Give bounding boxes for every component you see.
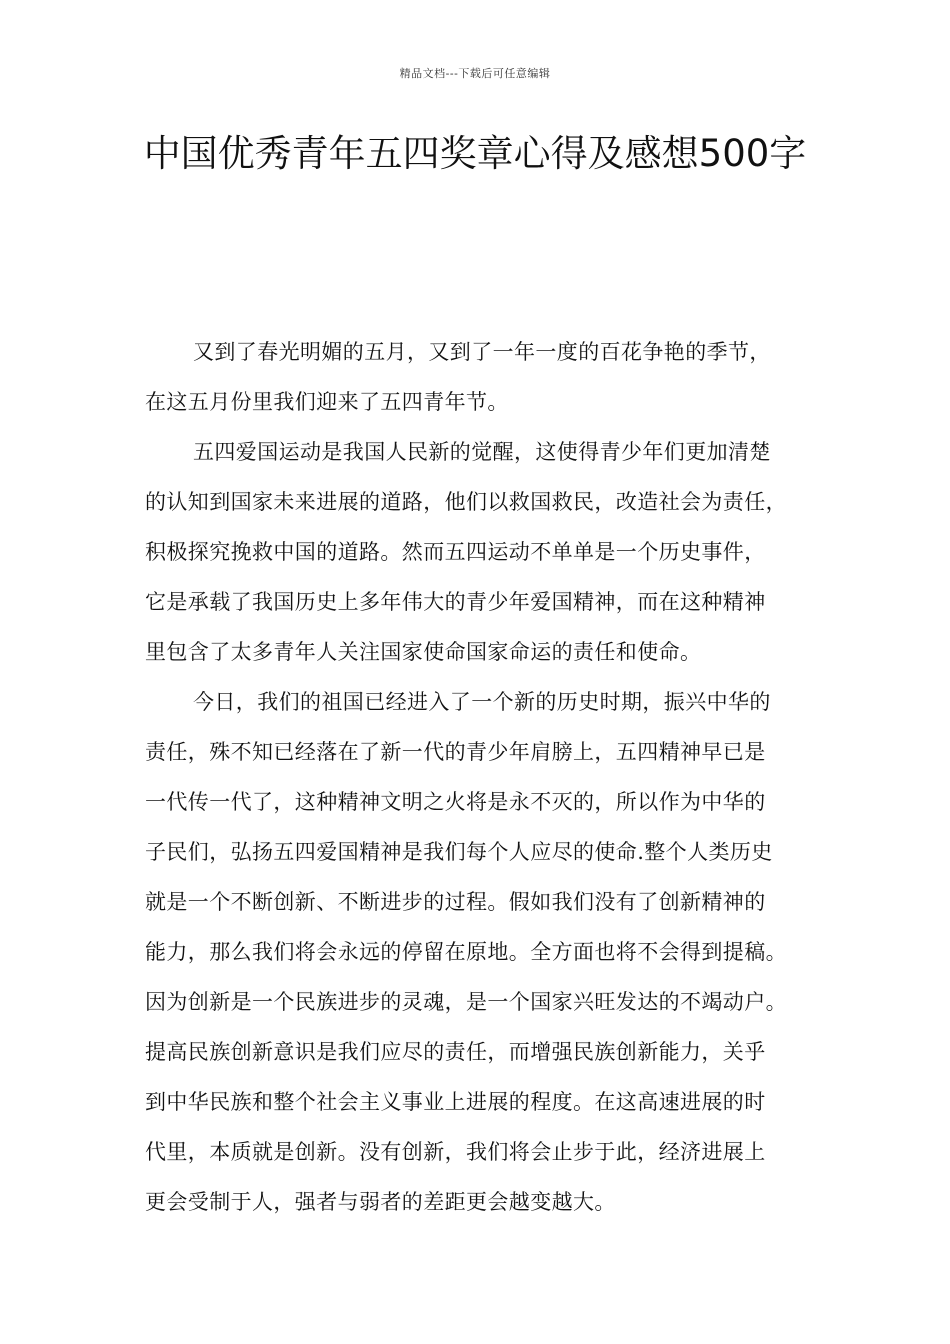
text-line: 因为创新是一个民族进步的灵魂，是一个国家兴旺发达的不竭动户。 bbox=[145, 990, 787, 1014]
text-line: 子民们，弘扬五四爱国精神是我们每个人应尽的使命.整个人类历史 bbox=[145, 840, 773, 864]
paragraph-3 bbox=[145, 682, 815, 1232]
text-line: 更会受制于人，强者与弱者的差距更会越变越大。 bbox=[145, 1190, 616, 1214]
text-line: 代里，本质就是创新。没有创新，我们将会止步于此，经济进展上 bbox=[145, 1140, 766, 1164]
paragraph-2 bbox=[145, 432, 815, 682]
text-line: 能力，那么我们将会永远的停留在原地。全方面也将不会得到提稿。 bbox=[145, 940, 787, 964]
paragraph-1 bbox=[145, 332, 815, 432]
document-title: 中国优秀青年五四奖章心得及感想500字 bbox=[143, 132, 807, 175]
text-line: 提高民族创新意识是我们应尽的责任，而增强民族创新能力，关乎 bbox=[145, 1040, 766, 1064]
text-line: 责任，殊不知已经落在了新一代的青少年肩膀上，五四精神早已是 bbox=[145, 740, 766, 764]
text-line: 里包含了太多青年人关注国家使命国家命运的责任和使命。 bbox=[145, 640, 702, 664]
text-line: 一代传一代了，这种精神文明之火将是永不灭的，所以作为中华的 bbox=[145, 790, 766, 814]
text-line: 积极探究挽救中国的道路。然而五四运动不单单是一个历史事件， bbox=[145, 540, 766, 564]
text-line: 的认知到国家未来进展的道路，他们以救国救民，改造社会为责任， bbox=[145, 490, 787, 514]
text-line: 又到了春光明媚的五月，又到了一年一度的百花争艳的季节， bbox=[193, 340, 771, 364]
text-line: 到中华民族和整个社会主义事业上进展的程度。在这高速进展的时 bbox=[145, 1090, 766, 1114]
text-line: 今日，我们的祖国已经进入了一个新的历史时期，振兴中华的 bbox=[193, 690, 771, 714]
text-line: 在这五月份里我们迎来了五四青年节。 bbox=[145, 390, 509, 414]
text-line: 它是承载了我国历史上多年伟大的青少年爱国精神，而在这种精神 bbox=[145, 590, 766, 614]
document-body bbox=[145, 332, 815, 1232]
header-note: 精品文档---下载后可任意编辑 bbox=[399, 67, 551, 80]
text-line: 五四爱国运动是我国人民新的觉醒，这使得青少年们更加清楚 bbox=[193, 440, 771, 464]
text-line: 就是一个不断创新、不断进步的过程。假如我们没有了创新精神的 bbox=[145, 890, 766, 914]
